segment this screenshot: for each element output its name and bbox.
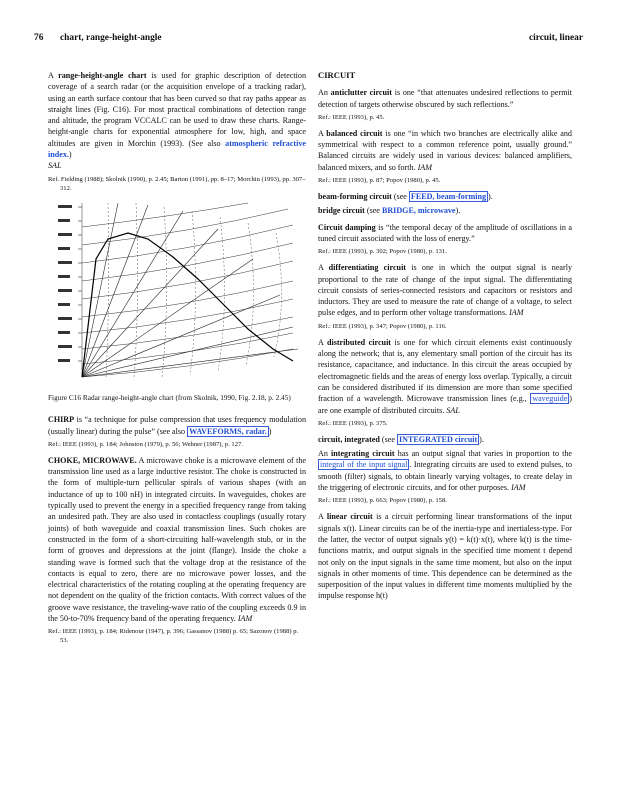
entry-differentiating-circuit (318, 262, 572, 318)
text: is “the temporal decay of the amplitude of oscillations in a tuned circuit associated with the loss of energy.” (318, 222, 572, 243)
entry-chirp (48, 414, 306, 437)
text: ) (68, 150, 72, 160)
entry-distributed-circuit (318, 337, 572, 416)
entry-range-height-angle (48, 70, 306, 172)
entry-anticlutter-circuit (318, 87, 572, 110)
text: An (318, 88, 328, 98)
link-bridge-microwave[interactable]: BRIDGE, microwave (381, 206, 456, 216)
section-heading: CIRCUIT (318, 70, 356, 80)
term: CHIRP (48, 415, 75, 425)
term: distributed circuit (326, 337, 392, 347)
term: beam-forming circuit (318, 192, 392, 202)
text: (see (393, 192, 407, 202)
author: IAM (417, 162, 432, 172)
text: A (318, 337, 324, 347)
text: is one in which the output signal is nearly proportional to the rate of change of the input signal. The differentiating circuit consists of series-connected resistors and capacitors or resistors and inductors. They are used to measure the rate of change of a voltage, to select pulse edges, and to perform other voltage transformations. (318, 263, 573, 318)
text: (see (381, 434, 395, 444)
figure-caption: Figure C16 Radar range-height-angle chart (from Skolnik, 1990, Fig. 2.18, p. 2.45) (48, 392, 291, 402)
text: has an output signal that varies in proportion to the (397, 449, 572, 459)
reference: Ref.: IEEE (1993), p. 45. (318, 113, 385, 121)
term: bridge circuit (318, 206, 365, 216)
text: A microwave choke is a microwave element of the transmission line used as a large inductive resistor. The choke is constructed in the form of multiple-turn pellicular spirals of various shapes (with an inductance of up to 100 nH) in integrated circuits. In waveguides, chokes are typically used to prevent the energy in a specified frequency range from taking an undesired path. They are also used in contactless couplings (usually rotary joints) of both waveguide and coaxial transmission lines. Such chokes are constructed in the form of a short-circuiting half-wavelength stub, or in the form of grooves and depressions at the joint (flange). Inside the choke a standing wave is formed such that the voltage drop at the resistance of the contacts is equal to zero, there are no microwave power losses, and the electrical characteristics of the rotating coupling at the operating frequency are not dependent on the quality of the friction contacts. With correct values of the groove wave resistance, the traveling-wave ratio of the coupling exceeds 0.9 in the 50-to-70% frequency band of the operating frequency. (48, 455, 307, 624)
term: range-height-angle chart (58, 71, 147, 80)
term: linear circuit (326, 512, 373, 522)
page-number: 76 (34, 33, 44, 43)
link-integrated-circuit[interactable]: INTEGRATED circuit (398, 434, 478, 444)
text: ). (455, 206, 461, 216)
reference: Ref.: IEEE (1993), p. 663; Popov (1980), p. 158. (318, 497, 447, 505)
text: A (318, 128, 324, 138)
text: is a circuit performing linear transformations of the input signals x(t). Linear circuits can be of the inertia-type and inertialess-type. For the latter, the vector of output signals y(t) = k(t)·x(t), where k(t) is the time-functions matrix, and output signals in the specified time moment t depend not only on the input signals in the same time moment, but also on the input signals in other moments of time. This dependence can be determined as the superposition of the input values in different time moments multiplied by the impulse response h(t) (318, 512, 572, 601)
text: A (48, 71, 54, 80)
text: . Integrating circuits are used to extend pulses, to smooth (filter) signals, to obtain linearly varying voltages, to create delay in the triggering of electronic circuits, and for other purposes. (318, 460, 572, 493)
running-header (34, 33, 583, 47)
term: differentiating circuit (328, 263, 407, 273)
entry-balanced-circuit (318, 128, 572, 173)
link-integral-of-input-signal[interactable]: integral of the input signal (320, 460, 408, 470)
reference: Ref. Fielding (1988); Skolnik (1990), p. 2.45; Barton (1991), pp. 8–17; Morchin (1993), pp. 307–312. (48, 175, 306, 192)
reference: Ref.: IEEE (1993), p. 184; Johnston (1979), p. 56; Wehner (1987), p. 127. (48, 440, 243, 448)
entry-beam-forming-circuit (318, 191, 572, 202)
author: IAM (237, 614, 253, 624)
text: A (318, 512, 324, 522)
reference: Ref.: IEEE (1993), p. 375. (318, 419, 388, 427)
term: Circuit damping (318, 222, 376, 232)
rha-chart-figure (48, 199, 306, 387)
text: ) are one example of distributed circuits. (318, 394, 572, 415)
term: integrating circuit (331, 449, 395, 459)
text: (see (366, 206, 380, 216)
reference: Ref.: IEEE (1993), p. 302; Popov (1980), p. 131. (318, 248, 447, 256)
term: circuit, integrated (318, 434, 380, 444)
left-keyword: chart, range-height-angle (60, 33, 162, 43)
text: ) (268, 426, 272, 436)
text: is one “that attenuates undesired reflections to permit detection of targets otherwise obscured by such reflections.” (318, 88, 572, 109)
entry-choke-microwave (48, 455, 306, 624)
link-atmospheric-refractive-index[interactable]: atmospheric refractive index. (48, 138, 306, 160)
reference: Ref.: IEEE (1993), p. 347; Popov (1980), p. 116. (318, 322, 447, 330)
author: IAM (511, 483, 526, 493)
author: SAL (446, 405, 460, 415)
link-feed-beam-forming[interactable]: FEED, beam-forming (410, 192, 486, 202)
term: anticlutter circuit (330, 88, 392, 98)
text: is one “in which two branches are electrically alike and symmetrical with respect to a common reference point, usually ground.” Balanced circuits are widely used in various devices: balanced amplifiers, balanced mixers, and so forth. (318, 128, 572, 172)
rha-chart-graphic (48, 199, 306, 387)
text: A (318, 263, 324, 273)
entry-linear-circuit (318, 511, 572, 601)
right-column (318, 70, 572, 605)
right-keyword: circuit, linear (529, 33, 583, 43)
link-waveforms-radar[interactable]: WAVEFORMS, radar. (189, 426, 267, 436)
reference: Ref.: IEEE (1993), p. 184; Ridenour (1947), p. 396; Gassanov (1988) p. 65; Sazonov (1988) p. 53. (48, 628, 299, 645)
term: balanced circuit (326, 128, 383, 138)
text: is used for graphic description of detection coverage of a search radar (or the acquisition envelope of a tracking radar), using an earth surface contour that has been curved so that ray paths appear as straight lines (Fig. C16). For most practical combinations of detection range and altitude, the program VCCALC can be used to draw these charts. Range-height-angle charts for exponential atmosphere for low, high, and space altitudes are given in Morchin (1993). (See also (48, 71, 306, 148)
entry-circuit-damping (318, 222, 572, 245)
author: IAM (509, 308, 524, 318)
entry-bridge-circuit (318, 205, 572, 216)
reference: Ref.: IEEE (1993), p. 87; Popov (1980), p. 45. (318, 177, 441, 185)
text: An (318, 449, 328, 459)
entry-integrating-circuit (318, 448, 572, 493)
text: ). (479, 434, 484, 444)
left-column (48, 70, 306, 651)
term: CHOKE, MICROWAVE. (48, 455, 137, 465)
link-waveguide[interactable]: waveguide (532, 394, 568, 404)
author: SAL (48, 161, 62, 171)
text: ). (488, 192, 493, 202)
text: is “a technique for pulse compression that uses frequency modulation (usually linear) during the pulse” (see also (48, 415, 306, 436)
text: is one for which circuit elements exist continuously along the network; that is, any elementary small portion of the circuit has its resistance, capacitance, and inductance. In this circuit the areas occupied by electromagnetic fields and the areas of energy loss overlap. Typically, a circuit can be considered distributed if its dimension are more than some specified fraction of a wavelength. Microwave transmission lines (e.g., (318, 337, 573, 404)
entry-circuit-integrated (318, 434, 572, 445)
